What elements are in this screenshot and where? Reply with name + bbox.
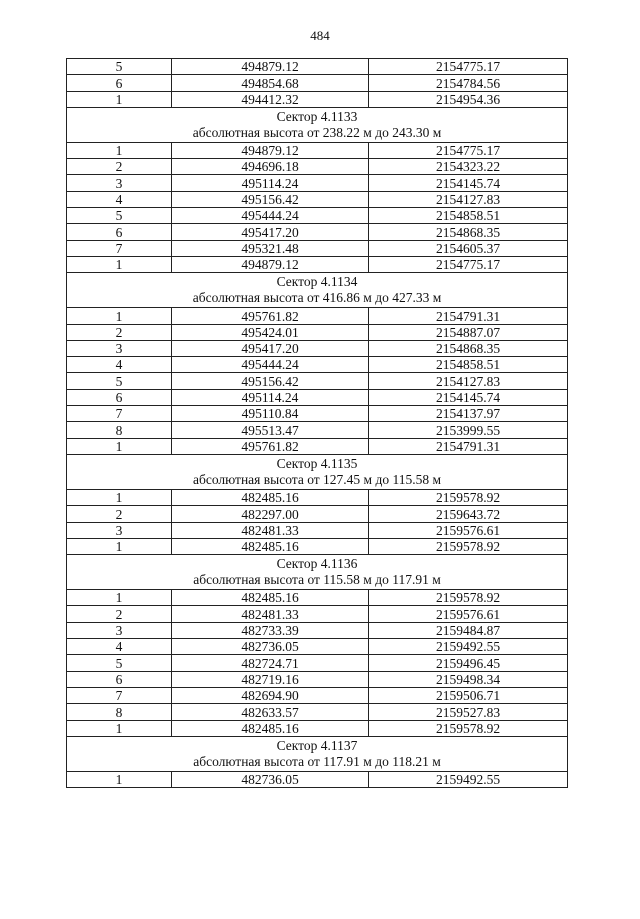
x-coordinate-cell: 495114.24 <box>172 175 369 191</box>
point-number-cell: 1 <box>67 489 172 505</box>
sector-title: Сектор 4.1137 <box>276 737 358 753</box>
sector-header-cell <box>67 273 568 308</box>
point-number-cell: 7 <box>67 687 172 703</box>
table-row <box>67 159 568 175</box>
sector-title: Сектор 4.1135 <box>276 455 358 471</box>
point-number-cell: 1 <box>67 538 172 554</box>
y-coordinate-cell: 2159492.55 <box>369 639 568 655</box>
page-number: 484 <box>310 28 330 43</box>
point-number-cell: 1 <box>67 438 172 454</box>
point-number-cell: 7 <box>67 240 172 256</box>
y-coordinate-cell: 2159576.61 <box>369 606 568 622</box>
y-coordinate-cell: 2159506.71 <box>369 687 568 703</box>
x-coordinate-cell: 482733.39 <box>172 622 369 638</box>
point-number-cell: 1 <box>67 91 172 107</box>
x-coordinate-cell: 482736.05 <box>172 639 369 655</box>
point-number-cell: 3 <box>67 622 172 638</box>
table-row <box>67 422 568 438</box>
point-number-cell: 1 <box>67 308 172 324</box>
table-row <box>67 671 568 687</box>
table-row <box>67 639 568 655</box>
x-coordinate-cell: 482736.05 <box>172 771 369 787</box>
x-coordinate-cell: 495424.01 <box>172 324 369 340</box>
y-coordinate-cell: 2159496.45 <box>369 655 568 671</box>
point-number-cell: 5 <box>67 208 172 224</box>
y-coordinate-cell: 2159578.92 <box>369 489 568 505</box>
table-row <box>67 324 568 340</box>
x-coordinate-cell: 495114.24 <box>172 389 369 405</box>
sector-altitude: абсолютная высота от 115.58 м до 117.91 м <box>193 572 441 588</box>
point-number-cell: 2 <box>67 606 172 622</box>
sector-title: Сектор 4.1136 <box>276 556 358 572</box>
y-coordinate-cell: 2154775.17 <box>369 256 568 272</box>
sector-title: Сектор 4.1134 <box>276 274 358 290</box>
point-number-cell: 3 <box>67 522 172 538</box>
x-coordinate-cell: 495156.42 <box>172 191 369 207</box>
point-number-cell: 1 <box>67 771 172 787</box>
table-row <box>67 75 568 91</box>
x-coordinate-cell: 495761.82 <box>172 308 369 324</box>
x-coordinate-cell: 495444.24 <box>172 208 369 224</box>
table-row <box>67 406 568 422</box>
point-number-cell: 5 <box>67 373 172 389</box>
y-coordinate-cell: 2154858.51 <box>369 357 568 373</box>
y-coordinate-cell: 2159578.92 <box>369 538 568 554</box>
table-row <box>67 142 568 158</box>
y-coordinate-cell: 2154784.56 <box>369 75 568 91</box>
point-number-cell: 4 <box>67 357 172 373</box>
table-row <box>67 340 568 356</box>
y-coordinate-cell: 2154887.07 <box>369 324 568 340</box>
y-coordinate-cell: 2154605.37 <box>369 240 568 256</box>
x-coordinate-cell: 494879.12 <box>172 59 369 75</box>
point-number-cell: 2 <box>67 506 172 522</box>
table-row <box>67 590 568 606</box>
x-coordinate-cell: 495761.82 <box>172 438 369 454</box>
table-row <box>67 191 568 207</box>
point-number-cell: 2 <box>67 324 172 340</box>
y-coordinate-cell: 2159643.72 <box>369 506 568 522</box>
x-coordinate-cell: 495417.20 <box>172 340 369 356</box>
x-coordinate-cell: 482485.16 <box>172 489 369 505</box>
y-coordinate-cell: 2154858.51 <box>369 208 568 224</box>
point-number-cell: 1 <box>67 720 172 736</box>
table-row <box>67 59 568 75</box>
coordinates-table-body <box>67 59 568 788</box>
point-number-cell: 1 <box>67 142 172 158</box>
sector-header-row <box>67 107 568 142</box>
x-coordinate-cell: 495110.84 <box>172 406 369 422</box>
table-row <box>67 506 568 522</box>
table-row <box>67 373 568 389</box>
y-coordinate-cell: 2159498.34 <box>369 671 568 687</box>
point-number-cell: 6 <box>67 671 172 687</box>
x-coordinate-cell: 482633.57 <box>172 704 369 720</box>
point-number-cell: 7 <box>67 406 172 422</box>
x-coordinate-cell: 494854.68 <box>172 75 369 91</box>
table-row <box>67 175 568 191</box>
table-row <box>67 489 568 505</box>
y-coordinate-cell: 2154791.31 <box>369 308 568 324</box>
table-row <box>67 687 568 703</box>
y-coordinate-cell: 2154145.74 <box>369 175 568 191</box>
x-coordinate-cell: 482481.33 <box>172 522 369 538</box>
point-number-cell: 5 <box>67 59 172 75</box>
point-number-cell: 2 <box>67 159 172 175</box>
point-number-cell: 3 <box>67 340 172 356</box>
y-coordinate-cell: 2154791.31 <box>369 438 568 454</box>
table-row <box>67 224 568 240</box>
x-coordinate-cell: 495321.48 <box>172 240 369 256</box>
y-coordinate-cell: 2154127.83 <box>369 373 568 389</box>
point-number-cell: 5 <box>67 655 172 671</box>
point-number-cell: 3 <box>67 175 172 191</box>
x-coordinate-cell: 494412.32 <box>172 91 369 107</box>
table-row <box>67 606 568 622</box>
table-row <box>67 655 568 671</box>
y-coordinate-cell: 2154775.17 <box>369 59 568 75</box>
sector-altitude: абсолютная высота от 127.45 м до 115.58 м <box>192 471 441 487</box>
sector-altitude: абсолютная высота от 117.91 м до 118.21 м <box>193 753 441 769</box>
table-row <box>67 622 568 638</box>
y-coordinate-cell: 2154868.35 <box>369 340 568 356</box>
sector-altitude: абсолютная высота от 416.86 м до 427.33 м <box>192 290 442 306</box>
point-number-cell: 4 <box>67 191 172 207</box>
sector-header-cell <box>67 736 568 771</box>
y-coordinate-cell: 2159492.55 <box>369 771 568 787</box>
table-row <box>67 91 568 107</box>
sector-header-cell <box>67 107 568 142</box>
y-coordinate-cell: 2154145.74 <box>369 389 568 405</box>
x-coordinate-cell: 482724.71 <box>172 655 369 671</box>
table-row <box>67 704 568 720</box>
table-row <box>67 771 568 787</box>
table-row <box>67 208 568 224</box>
point-number-cell: 6 <box>67 224 172 240</box>
sector-header-cell <box>67 555 568 590</box>
y-coordinate-cell: 2154954.36 <box>369 91 568 107</box>
x-coordinate-cell: 482485.16 <box>172 538 369 554</box>
table-row <box>67 389 568 405</box>
x-coordinate-cell: 495444.24 <box>172 357 369 373</box>
y-coordinate-cell: 2159484.87 <box>369 622 568 638</box>
y-coordinate-cell: 2159576.61 <box>369 522 568 538</box>
table-row <box>67 256 568 272</box>
x-coordinate-cell: 482719.16 <box>172 671 369 687</box>
table-row <box>67 240 568 256</box>
y-coordinate-cell: 2153999.55 <box>369 422 568 438</box>
y-coordinate-cell: 2154323.22 <box>369 159 568 175</box>
table-row <box>67 522 568 538</box>
x-coordinate-cell: 495156.42 <box>172 373 369 389</box>
y-coordinate-cell: 2154127.83 <box>369 191 568 207</box>
x-coordinate-cell: 482481.33 <box>172 606 369 622</box>
y-coordinate-cell: 2159578.92 <box>369 590 568 606</box>
table-row <box>67 538 568 554</box>
sector-header-cell <box>67 454 568 489</box>
sector-header-row <box>67 273 568 308</box>
sector-title: Сектор 4.1133 <box>276 108 358 124</box>
y-coordinate-cell: 2154137.97 <box>369 406 568 422</box>
y-coordinate-cell: 2154868.35 <box>369 224 568 240</box>
y-coordinate-cell: 2159527.83 <box>369 704 568 720</box>
x-coordinate-cell: 495513.47 <box>172 422 369 438</box>
x-coordinate-cell: 494696.18 <box>172 159 369 175</box>
sector-altitude: абсолютная высота от 238.22 м до 243.30 м <box>192 124 442 140</box>
coordinates-table <box>66 58 568 788</box>
table-row <box>67 308 568 324</box>
point-number-cell: 8 <box>67 704 172 720</box>
x-coordinate-cell: 482694.90 <box>172 687 369 703</box>
point-number-cell: 6 <box>67 75 172 91</box>
x-coordinate-cell: 495417.20 <box>172 224 369 240</box>
point-number-cell: 1 <box>67 256 172 272</box>
sector-header-row <box>67 736 568 771</box>
point-number-cell: 4 <box>67 639 172 655</box>
x-coordinate-cell: 482485.16 <box>172 720 369 736</box>
x-coordinate-cell: 482297.00 <box>172 506 369 522</box>
sector-header-row <box>67 555 568 590</box>
table-row <box>67 438 568 454</box>
sector-header-row <box>67 454 568 489</box>
x-coordinate-cell: 494879.12 <box>172 142 369 158</box>
point-number-cell: 1 <box>67 590 172 606</box>
point-number-cell: 8 <box>67 422 172 438</box>
x-coordinate-cell: 494879.12 <box>172 256 369 272</box>
y-coordinate-cell: 2159578.92 <box>369 720 568 736</box>
table-row <box>67 357 568 373</box>
point-number-cell: 6 <box>67 389 172 405</box>
y-coordinate-cell: 2154775.17 <box>369 142 568 158</box>
table-row <box>67 720 568 736</box>
x-coordinate-cell: 482485.16 <box>172 590 369 606</box>
